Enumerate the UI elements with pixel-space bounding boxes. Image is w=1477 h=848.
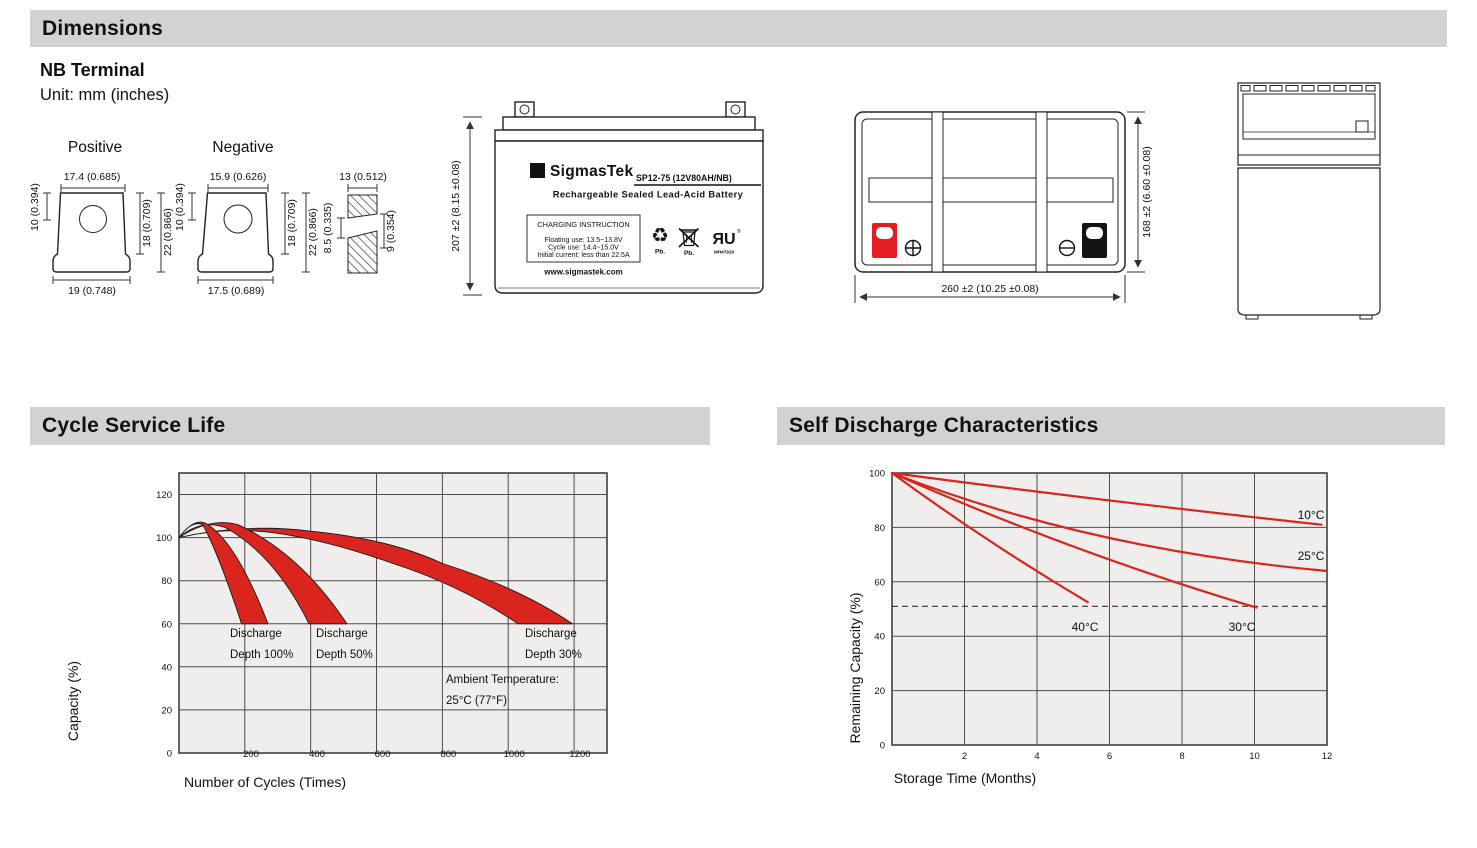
carry-strap-left <box>932 112 943 272</box>
svg-text:40: 40 <box>161 662 172 674</box>
positive-terminal-drawing <box>29 139 174 297</box>
svg-text:200: 200 <box>243 749 259 760</box>
ul-registered-symbol: ® <box>737 229 741 235</box>
website-url: www.sigmastek.com <box>544 267 623 277</box>
dimensions-section-header <box>30 10 1447 47</box>
profile-hole-depth: 9 (0.354) <box>385 209 397 253</box>
svg-text:4: 4 <box>1034 751 1040 762</box>
negative-terminal-drawing <box>174 139 319 297</box>
top-label-recess <box>869 178 1113 202</box>
positive-label: Positive <box>67 139 123 156</box>
positive-cover-notch <box>876 227 893 239</box>
svg-text:100: 100 <box>156 533 172 545</box>
svg-text:80: 80 <box>161 576 172 588</box>
svg-text:6: 6 <box>1106 751 1113 762</box>
plus-symbol-icon <box>906 241 921 256</box>
svg-text:Ambient Temperature:: Ambient Temperature: <box>446 674 559 686</box>
front-lid-top <box>503 117 755 130</box>
svg-text:8: 8 <box>1179 751 1185 762</box>
positive-height-outer: 22 (0.866) <box>162 208 174 256</box>
positive-hole-offset: 10 (0.394) <box>29 183 41 231</box>
front-height-dim: 207 ±2 (8.15 ±0.08) <box>450 160 462 252</box>
charging-cycle: Cycle use: 14.4~15.0V <box>548 244 619 252</box>
svg-text:Discharge: Discharge <box>230 628 282 640</box>
discharge-x-tick-labels <box>962 751 1332 762</box>
svg-text:Discharge: Discharge <box>525 628 577 640</box>
front-lid-lip <box>495 130 763 141</box>
sigma-glyph: Σ <box>533 164 542 178</box>
discharge-y-tick-labels <box>869 469 885 752</box>
svg-text:1000: 1000 <box>503 749 525 760</box>
negative-hole-offset: 10 (0.394) <box>174 183 186 231</box>
svg-text:30°C: 30°C <box>1228 620 1256 634</box>
svg-text:2: 2 <box>961 751 968 762</box>
ul-file-number: MH47929 <box>714 249 734 255</box>
cycle-x-axis-label: Number of Cycles (Times) <box>183 774 347 790</box>
svg-text:600: 600 <box>374 749 391 760</box>
negative-height-inner: 18 (0.709) <box>286 199 298 247</box>
svg-text:400: 400 <box>309 749 325 760</box>
nb-terminal-title: NB Terminal <box>40 60 145 80</box>
battery-front-view <box>450 85 800 320</box>
svg-text:20: 20 <box>161 705 172 717</box>
charging-title: CHARGING INSTRUCTION <box>537 220 630 229</box>
negative-base-width: 17.5 (0.689) <box>207 285 265 297</box>
ul-mark-icon: ЯU <box>712 231 736 248</box>
negative-cover-notch <box>1086 227 1103 239</box>
carry-strap-right <box>1036 112 1047 272</box>
svg-text:20: 20 <box>874 686 885 698</box>
svg-text:120: 120 <box>156 490 172 501</box>
profile-upper-section <box>348 195 377 218</box>
positive-top-width: 17.4 (0.685) <box>63 171 121 183</box>
cycle-y-tick-labels <box>156 490 172 760</box>
svg-text:10: 10 <box>1249 751 1260 762</box>
side-body <box>1238 168 1380 315</box>
self-discharge-section-header <box>777 407 1445 445</box>
svg-text:0: 0 <box>166 748 172 760</box>
svg-text:10°C: 10°C <box>1297 508 1325 522</box>
discharge-y-axis-label: Remaining Capacity (%) <box>847 592 863 744</box>
svg-text:25°C (77°F): 25°C (77°F) <box>446 695 507 707</box>
svg-text:Depth 30%: Depth 30% <box>525 649 582 661</box>
svg-text:60: 60 <box>161 619 172 631</box>
positive-base-width: 19 (0.748) <box>68 285 116 297</box>
negative-top-width: 15.9 (0.626) <box>209 171 267 183</box>
svg-text:80: 80 <box>874 522 885 534</box>
svg-text:12: 12 <box>1321 751 1333 762</box>
side-terminal-block <box>1356 121 1368 132</box>
self-discharge-title: Self Discharge Characteristics <box>789 414 1099 437</box>
recycle-icon: ♻ <box>651 225 669 247</box>
terminal-drawings <box>30 130 440 325</box>
profile-lower-section <box>348 231 377 273</box>
positive-height-inner: 18 (0.709) <box>141 199 153 247</box>
brand-name: SigmasTek <box>550 163 634 180</box>
cycle-life-title: Cycle Service Life <box>42 414 226 437</box>
svg-text:Depth 100%: Depth 100% <box>230 649 294 661</box>
svg-text:Depth 50%: Depth 50% <box>316 649 373 661</box>
charging-floating: Floating use: 13.5~13.8V <box>544 237 623 244</box>
discharge-x-axis-label: Storage Time (Months) <box>893 770 1037 786</box>
profile-width: 13 (0.512) <box>339 171 387 183</box>
charging-initial: Initial current: less than 22.5A <box>537 252 630 259</box>
bin-pb-label: Pb. <box>683 250 695 257</box>
svg-text:1200: 1200 <box>569 749 591 760</box>
svg-text:25°C: 25°C <box>1297 549 1325 563</box>
unit-note: Unit: mm (inches) <box>40 86 170 104</box>
svg-text:40: 40 <box>874 631 885 643</box>
battery-type-line: Rechargeable Sealed Lead-Acid Battery <box>552 189 744 200</box>
svg-text:40°C: 40°C <box>1071 620 1099 634</box>
cycle-service-life-chart <box>60 455 720 830</box>
negative-label: Negative <box>212 139 274 156</box>
front-tab-right <box>726 102 745 117</box>
svg-text:60: 60 <box>874 577 885 589</box>
self-discharge-chart <box>830 455 1470 830</box>
recycle-pb-label: Pb. <box>654 248 666 256</box>
battery-top-view <box>840 85 1170 320</box>
cycle-life-section-header <box>30 407 710 445</box>
front-tab-left <box>515 102 534 117</box>
svg-text:0: 0 <box>879 740 885 752</box>
battery-side-view <box>1222 75 1392 325</box>
model-number: SP12-75 (12V80AH/NB) <box>636 173 732 183</box>
top-depth-dim: 168 ±2 (6.60 ±0.08) <box>1141 146 1153 238</box>
svg-text:800: 800 <box>440 749 457 760</box>
cycle-y-axis-label: Capacity (%) <box>65 660 81 742</box>
profile-slot-depth: 8.5 (0.335) <box>322 202 334 254</box>
negative-height-outer: 22 (0.866) <box>307 208 319 256</box>
top-width-dim: 260 ±2 (10.25 ±0.08) <box>941 283 1039 295</box>
svg-text:Discharge: Discharge <box>316 628 368 640</box>
dimensions-title: Dimensions <box>42 16 164 40</box>
terminal-profile-drawing <box>322 171 397 273</box>
svg-text:100: 100 <box>869 468 885 480</box>
